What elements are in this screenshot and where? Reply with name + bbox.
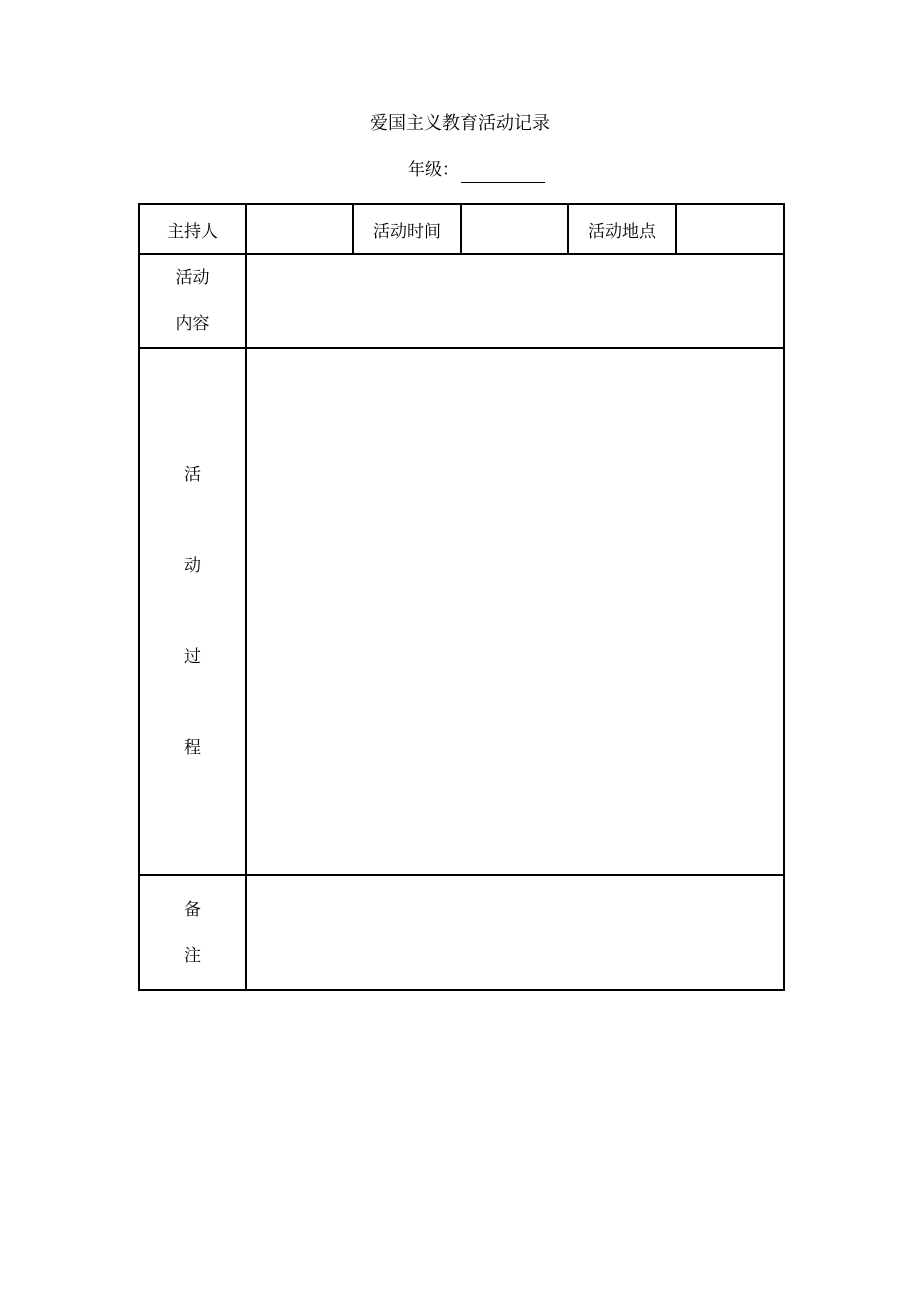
page-title: 爱国主义教育活动记录 — [370, 113, 550, 134]
host-value-cell[interactable] — [246, 204, 353, 254]
process-label-char: 过 — [184, 646, 201, 667]
process-label-cell — [139, 348, 246, 875]
time-label: 活动时间 — [373, 221, 441, 242]
content-label-cell — [139, 254, 246, 348]
remarks-label-cell — [139, 875, 246, 990]
remarks-label-char: 备 — [184, 899, 201, 920]
header-row — [139, 204, 784, 254]
time-label-cell — [353, 204, 461, 254]
process-row — [139, 348, 784, 875]
content-label-line: 活动 — [175, 268, 210, 288]
place-value-cell[interactable] — [676, 204, 784, 254]
process-label — [184, 430, 201, 794]
place-label: 活动地点 — [588, 221, 656, 242]
process-label-char: 程 — [184, 737, 201, 758]
grade-label: 年级： — [408, 160, 459, 180]
grade-field — [408, 157, 545, 183]
remarks-value-cell[interactable] — [246, 875, 784, 990]
content-label-line: 内容 — [175, 314, 210, 334]
content-label — [176, 255, 210, 347]
activity-record-table — [138, 203, 785, 991]
process-label-char: 动 — [184, 555, 201, 576]
place-label-cell — [568, 204, 676, 254]
remarks-label — [184, 887, 201, 979]
remarks-row — [139, 875, 784, 990]
process-value-cell[interactable] — [246, 348, 784, 875]
time-value-cell[interactable] — [461, 204, 568, 254]
grade-blank-line[interactable] — [461, 162, 545, 183]
process-label-char: 活 — [184, 464, 201, 485]
remarks-label-char: 注 — [184, 945, 201, 966]
host-label: 主持人 — [167, 221, 218, 242]
host-label-cell — [139, 204, 246, 254]
content-row — [139, 254, 784, 348]
content-value-cell[interactable] — [246, 254, 784, 348]
